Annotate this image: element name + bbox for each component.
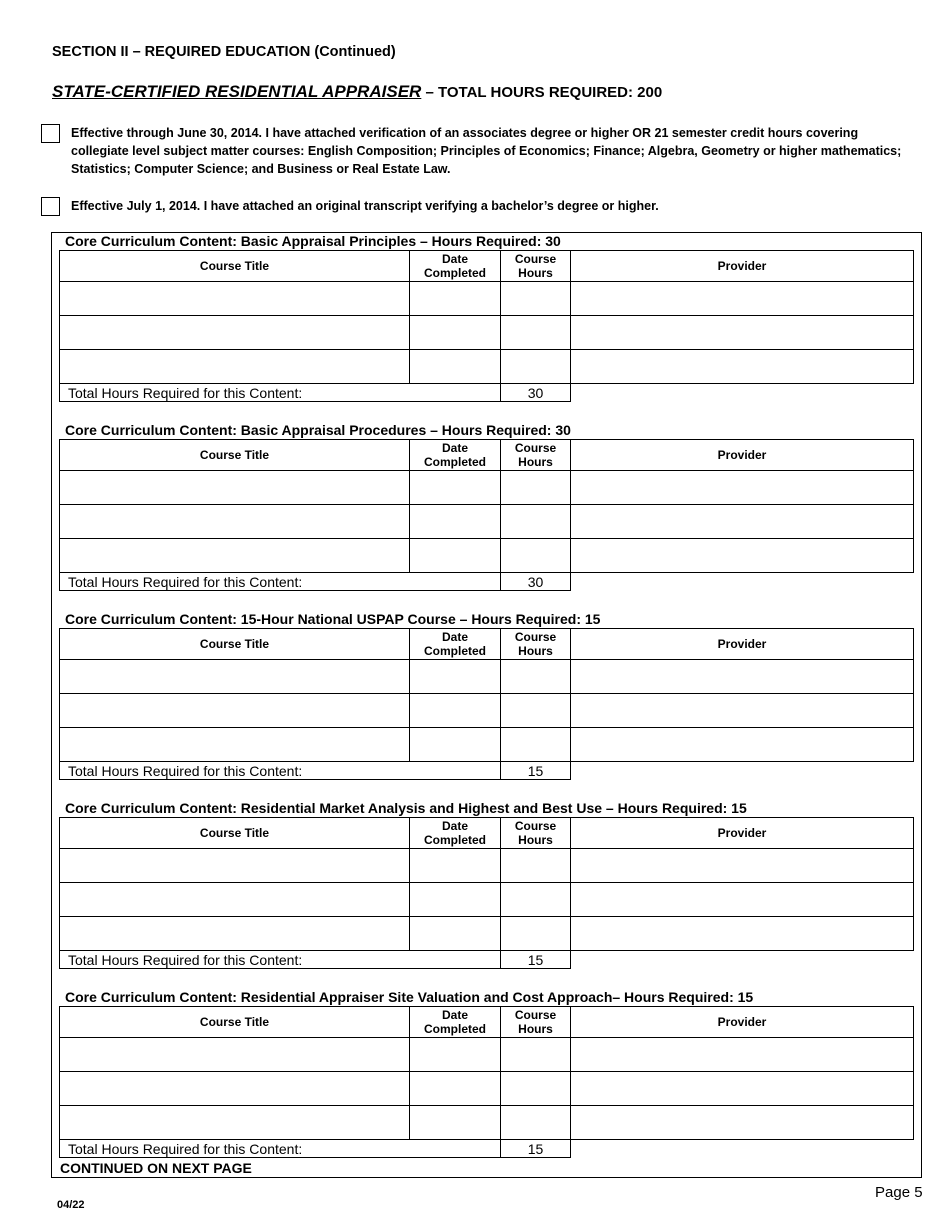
block-title: Core Curriculum Content: Basic Appraisal Procedures – Hours Required: 30: [65, 422, 571, 438]
table-row: [60, 883, 914, 917]
course-title-cell[interactable]: [60, 539, 410, 573]
header-date-completed: Date Completed: [410, 818, 501, 849]
total-hours-row: [59, 761, 571, 780]
course-hours-cell[interactable]: [501, 1106, 571, 1140]
section-title: SECTION II – REQUIRED EDUCATION (Continued): [52, 44, 396, 60]
provider-cell[interactable]: [571, 1072, 914, 1106]
course-table: [59, 817, 914, 951]
course-table: [59, 439, 914, 573]
page-number: Page 5: [875, 1184, 923, 1201]
table-row: [60, 1072, 914, 1106]
course-hours-cell[interactable]: [501, 282, 571, 316]
total-hours-label: Total Hours Required for this Content:: [60, 573, 501, 591]
total-hours-row: [59, 950, 571, 969]
header-provider: Provider: [571, 440, 914, 471]
date-completed-cell[interactable]: [410, 539, 501, 573]
header-provider: Provider: [571, 251, 914, 282]
course-hours-cell[interactable]: [501, 849, 571, 883]
course-title-cell[interactable]: [60, 694, 410, 728]
block-title: Core Curriculum Content: 15-Hour National USPAP Course – Hours Required: 15: [65, 611, 601, 627]
table-row: [60, 350, 914, 384]
block-title: Core Curriculum Content: Residential Appraiser Site Valuation and Cost Approach– Hours Required: 15: [65, 989, 754, 1005]
provider-cell[interactable]: [571, 539, 914, 573]
course-hours-cell[interactable]: [501, 917, 571, 951]
course-title-cell[interactable]: [60, 350, 410, 384]
date-completed-cell[interactable]: [410, 316, 501, 350]
table-row: [60, 728, 914, 762]
date-completed-cell[interactable]: [410, 917, 501, 951]
date-completed-cell[interactable]: [410, 505, 501, 539]
course-title-cell[interactable]: [60, 883, 410, 917]
revision-date: 04/22: [57, 1199, 85, 1211]
total-hours-label: Total Hours Required for this Content:: [60, 384, 501, 402]
date-completed-cell[interactable]: [410, 1072, 501, 1106]
header-course-title: Course Title: [60, 440, 410, 471]
checkbox-associates-degree-text: Effective through June 30, 2014. I have attached verification of an associates degree or higher OR 21 semester credit hours covering collegiate level subject matter courses: English Composition; Principles of Economics; Finance; Algebra, Geometry or higher mathematics; Statistics; Computer Science; and Business or Real Estate Law.: [71, 126, 902, 176]
header-provider: Provider: [571, 629, 914, 660]
header-course-title: Course Title: [60, 629, 410, 660]
header-date-completed: Date Completed: [410, 251, 501, 282]
header-date-completed: Date Completed: [410, 629, 501, 660]
provider-cell[interactable]: [571, 660, 914, 694]
table-row: [60, 660, 914, 694]
provider-cell[interactable]: [571, 316, 914, 350]
checkbox-bachelors-degree[interactable]: [41, 197, 60, 216]
date-completed-cell[interactable]: [410, 1038, 501, 1072]
header-course-hours: Course Hours: [501, 440, 571, 471]
header-course-hours: Course Hours: [501, 1007, 571, 1038]
table-row: [60, 1106, 914, 1140]
table-row: [60, 539, 914, 573]
provider-cell[interactable]: [571, 1106, 914, 1140]
date-completed-cell[interactable]: [410, 849, 501, 883]
header-course-title: Course Title: [60, 251, 410, 282]
course-title-cell[interactable]: [60, 316, 410, 350]
date-completed-cell[interactable]: [410, 660, 501, 694]
provider-cell[interactable]: [571, 917, 914, 951]
course-hours-cell[interactable]: [501, 1038, 571, 1072]
date-completed-cell[interactable]: [410, 883, 501, 917]
course-hours-cell[interactable]: [501, 883, 571, 917]
course-hours-cell[interactable]: [501, 471, 571, 505]
table-row: [60, 282, 914, 316]
course-title-cell[interactable]: [60, 1038, 410, 1072]
course-title-cell[interactable]: [60, 1106, 410, 1140]
table-row: [60, 505, 914, 539]
continued-notice: CONTINUED ON NEXT PAGE: [60, 1160, 252, 1176]
provider-cell[interactable]: [571, 282, 914, 316]
date-completed-cell[interactable]: [410, 350, 501, 384]
total-hours-label: Total Hours Required for this Content:: [60, 1140, 501, 1158]
date-completed-cell[interactable]: [410, 471, 501, 505]
total-hours-label: Total Hours Required for this Content:: [60, 762, 501, 780]
header-date-completed: Date Completed: [410, 1007, 501, 1038]
date-completed-cell[interactable]: [410, 282, 501, 316]
total-hours-value: 15: [501, 1140, 571, 1158]
course-title-cell[interactable]: [60, 660, 410, 694]
provider-cell[interactable]: [571, 728, 914, 762]
course-title-cell[interactable]: [60, 282, 410, 316]
provider-cell[interactable]: [571, 505, 914, 539]
header-course-hours: Course Hours: [501, 629, 571, 660]
header-course-hours: Course Hours: [501, 818, 571, 849]
provider-cell[interactable]: [571, 694, 914, 728]
header-provider: Provider: [571, 818, 914, 849]
course-table: [59, 1006, 914, 1140]
provider-cell[interactable]: [571, 350, 914, 384]
table-row: [60, 316, 914, 350]
block-title: Core Curriculum Content: Residential Market Analysis and Highest and Best Use – Hours Required: 15: [65, 800, 747, 816]
total-hours-value: 30: [501, 573, 571, 591]
total-hours-row: [59, 383, 571, 402]
course-hours-cell[interactable]: [501, 660, 571, 694]
total-hours-value: 15: [501, 762, 571, 780]
checkbox-associates-degree[interactable]: [41, 124, 60, 143]
total-hours-value: 15: [501, 951, 571, 969]
provider-cell[interactable]: [571, 471, 914, 505]
course-title-cell[interactable]: [60, 471, 410, 505]
date-completed-cell[interactable]: [410, 728, 501, 762]
course-table: [59, 250, 914, 384]
table-row: [60, 1038, 914, 1072]
provider-cell[interactable]: [571, 1038, 914, 1072]
course-hours-cell[interactable]: [501, 505, 571, 539]
table-row: [60, 849, 914, 883]
total-hours-value: 30: [501, 384, 571, 402]
provider-cell[interactable]: [571, 849, 914, 883]
checkbox-bachelors-degree-text: Effective July 1, 2014. I have attached an original transcript verifying a bachelor’s degree or higher.: [71, 199, 659, 213]
table-row: [60, 917, 914, 951]
course-hours-cell[interactable]: [501, 728, 571, 762]
date-completed-cell[interactable]: [410, 1106, 501, 1140]
course-table: [59, 628, 914, 762]
course-hours-cell[interactable]: [501, 694, 571, 728]
date-completed-cell[interactable]: [410, 694, 501, 728]
course-title-cell[interactable]: [60, 728, 410, 762]
block-title: Core Curriculum Content: Basic Appraisal Principles – Hours Required: 30: [65, 233, 561, 249]
course-title-cell[interactable]: [60, 1072, 410, 1106]
header-course-title: Course Title: [60, 1007, 410, 1038]
course-hours-cell[interactable]: [501, 539, 571, 573]
page-heading: [52, 82, 662, 102]
provider-cell[interactable]: [571, 883, 914, 917]
table-row: [60, 694, 914, 728]
course-title-cell[interactable]: [60, 505, 410, 539]
total-hours-row: [59, 572, 571, 591]
course-hours-cell[interactable]: [501, 1072, 571, 1106]
header-course-title: Course Title: [60, 818, 410, 849]
heading-total-hours: – TOTAL HOURS REQUIRED: 200: [421, 84, 663, 101]
course-hours-cell[interactable]: [501, 350, 571, 384]
course-title-cell[interactable]: [60, 917, 410, 951]
total-hours-label: Total Hours Required for this Content:: [60, 951, 501, 969]
heading-title: STATE-CERTIFIED RESIDENTIAL APPRAISER: [52, 82, 422, 101]
header-provider: Provider: [571, 1007, 914, 1038]
header-date-completed: Date Completed: [410, 440, 501, 471]
table-row: [60, 471, 914, 505]
header-course-hours: Course Hours: [501, 251, 571, 282]
total-hours-row: [59, 1139, 571, 1158]
course-title-cell[interactable]: [60, 849, 410, 883]
course-hours-cell[interactable]: [501, 316, 571, 350]
